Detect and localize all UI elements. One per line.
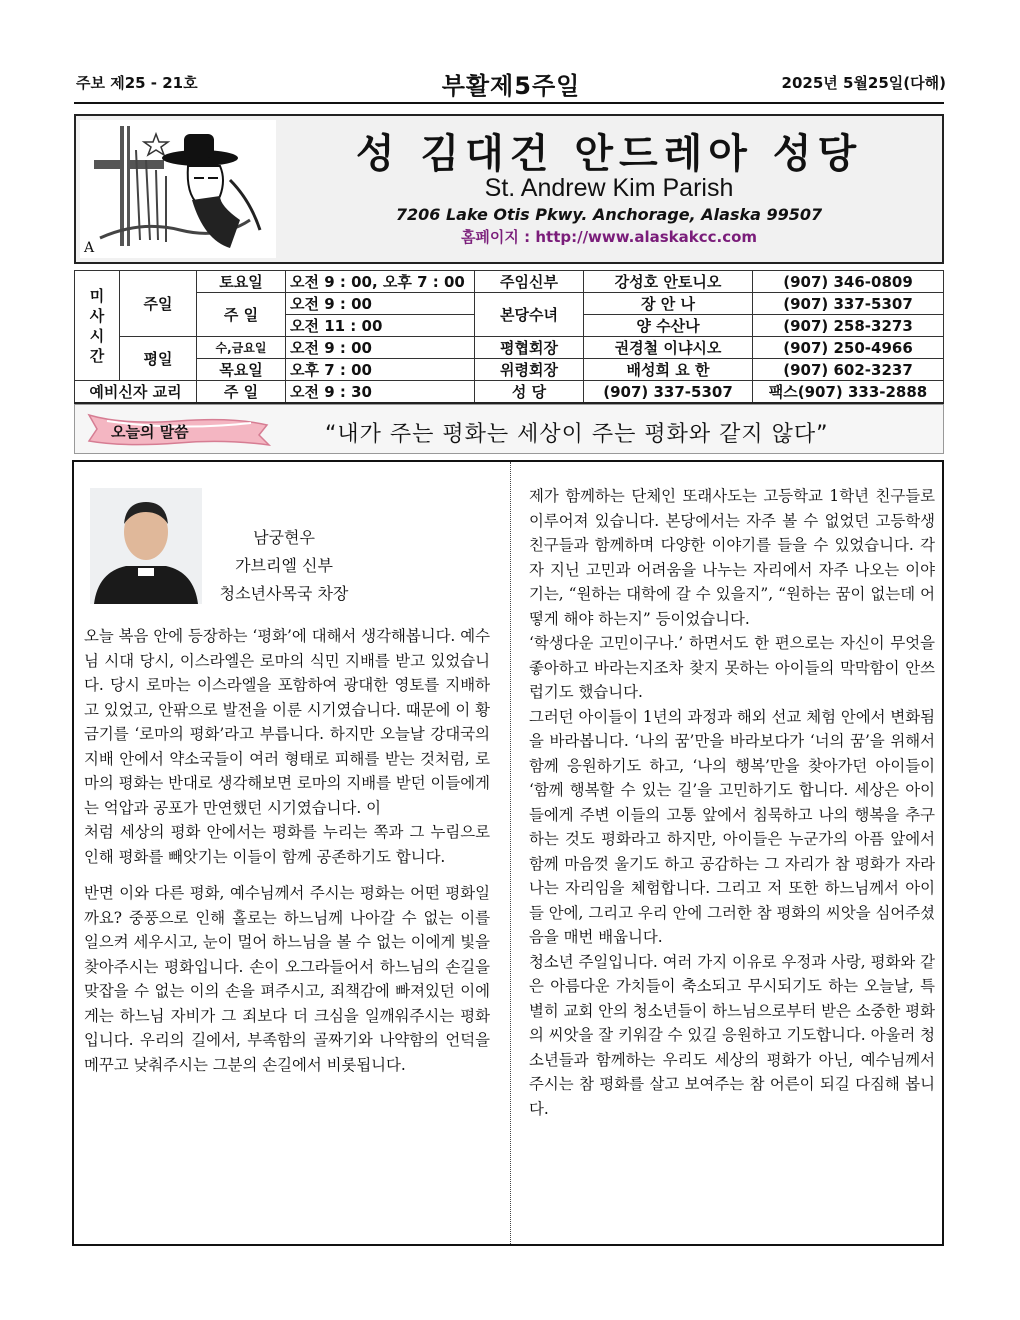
- nun-role: 본당수녀: [475, 293, 584, 337]
- parish-header: [74, 114, 944, 264]
- sunday-day: 주 일: [197, 293, 286, 337]
- sunday-time-1: 오전 9 : 00: [286, 293, 475, 315]
- sunday-label: 주일: [120, 271, 197, 337]
- author-name: 남궁현우: [253, 528, 315, 547]
- paragraph: 오늘 복음 안에 등장하는 ‘평화’에 대해서 생각해봅니다. 예수님 시대 당시, 이스라엘은 로마의 식민 지배를 받고 있었습니다. 당시 로마는 이스라엘을 포함하여 광대한 영토를 지배하고 있었고, 안팎으로 발전을 이룬 시기였습니다. 때문에 이 황금기를 ‘로마의 평화’라고 부릅니다. 하지만 오늘날 강대국의 지배 안에서 약소국들이 여러 형태로 피해를 받는 것처럼, 로마의 평화는 반대로 생각해보면 로마의 지배를 받던 이들에게는 억압과 공포가 만연했던 시기였습니다. 이: [84, 627, 490, 817]
- thursday-day: 목요일: [197, 359, 286, 381]
- fax-number: 팩스(907) 333-2888: [753, 381, 944, 404]
- nun1-phone: (907) 337-5307: [753, 293, 944, 315]
- wedfri-day: 수,금요일: [197, 337, 286, 359]
- sunday-time-2: 오전 11 : 00: [286, 315, 475, 337]
- pastor-phone: (907) 346-0809: [753, 271, 944, 293]
- catechumen-day: 주 일: [197, 381, 286, 404]
- commission-phone: (907) 602-3237: [753, 359, 944, 381]
- column-divider: [510, 462, 511, 1244]
- saturday-day: 토요일: [197, 271, 286, 293]
- author-title: 가브리엘 신부: [235, 556, 333, 575]
- council-phone: (907) 250-4966: [753, 337, 944, 359]
- commission-name: 배성희 요 한: [584, 359, 753, 381]
- logo-letter: A: [84, 240, 95, 256]
- mass-schedule-table: [74, 270, 944, 404]
- parish-logo: [80, 120, 276, 258]
- parish-name-korean: 성 김대건 안드레아 성당: [355, 131, 863, 177]
- issue-date: 2025년 5월25일(다해): [781, 74, 946, 92]
- todays-word-label: 오늘의 말씀: [111, 423, 189, 441]
- parish-website-link[interactable]: 홈페이지 : http://www.alaskakcc.com: [460, 228, 758, 246]
- nun2-name: 양 수산나: [584, 315, 753, 337]
- commission-role: 위령회장: [475, 359, 584, 381]
- pastor-name: 강성호 안토니오: [584, 271, 753, 293]
- todays-word-box: [74, 404, 944, 454]
- saturday-times: 오전 9 : 00, 오후 7 : 00: [286, 271, 475, 293]
- paragraph: 청소년 주일입니다. 여러 가지 이유로 우정과 사랑, 평화와 같은 아름다운 가치들이 축소되고 무시되기도 하는 오늘날, 특별히 교회 안의 청소년들이 하느님으로부터 받은 소중한 평화의 씨앗을 잘 키워갈 수 있길 응원하고 기도합니다. 아울러 청소년들과 함께하는 우리도 세상의 평화가 아닌, 예수님께서 주시는 참 평화를 살고 보여주는 참 어른이 되길 다짐해 봅니다.: [529, 952, 935, 1118]
- paragraph: ‘학생다운 고민이구나.’ 하면서도 한 편으로는 자신이 무엇을 좋아하고 바라는지조차 찾지 못하는 아이들의 막막함이 안쓰럽기도 했습니다.: [529, 634, 935, 701]
- paragraph: 그러던 아이들이 1년의 과정과 해외 선교 체험 안에서 변화됨을 바라봅니다. ‘나의 꿈’만을 바라보다가 ‘너의 꿈’을 위해서 함께 응원하기도 하고, ‘나의 행복’만을 찾아가던 아이들이 ‘함께 행복할 수 있는 길’을 고민하기도 합니다. 세상은 아이들에게 주변 이들의 고통 앞에서 침묵하고 나의 행복을 추구하는 것도 평화라고 하지만, 아이들은 누군가의 아픔 앞에서 함께 마음껏 울기도 하고 공감하는 그 자리가 참 평화가 자라나는 자리임을 체험합니다. 그리고 저 또한 하느님께서 아이들 안에, 그리고 우리 안에 그러한 참 평화의 씨앗을 심어주셨음을 매번 배웁니다.: [529, 707, 935, 946]
- catechumen-label: 예비신자 교리: [75, 381, 197, 404]
- paragraph: 제가 함께하는 단체인 또래사도는 고등학교 1학년 친구들로 이루어져 있습니다. 본당에서는 자주 볼 수 없었던 고등학생 친구들과 함께하며 다양한 이야기를 들을 수 있었습니다. 각자 지닌 고민과 어려움을 나누는 자리에서 자주 나오는 이야기는, “원하는 대학에 갈 수 있을지”, “원하는 꿈이 없는데 어떻게 해야 하는지” 등이었습니다.: [529, 487, 935, 628]
- masthead-bar: [76, 66, 946, 100]
- liturgical-title: 부활제5주일: [441, 72, 581, 100]
- todays-word-quote: “내가 주는 평화는 세상이 주는 평화와 같지 않다”: [325, 422, 829, 447]
- council-role: 평협회장: [475, 337, 584, 359]
- church-phone: (907) 337-5307: [584, 381, 753, 404]
- mass-times-label: 미 사 시 간: [75, 271, 120, 381]
- church-role: 성 당: [475, 381, 584, 404]
- parish-address: 7206 Lake Otis Pkwy. Anchorage, Alaska 99507: [395, 205, 823, 224]
- pastor-role: 주임신부: [475, 271, 584, 293]
- parish-name-english: St. Andrew Kim Parish: [484, 174, 734, 202]
- paragraph: 처럼 세상의 평화 안에서는 평화를 누리는 쪽과 그 누림으로 인해 평화를 빼앗기는 이들이 함께 공존하기도 합니다.: [84, 823, 490, 866]
- paragraph: 반면 이와 다른 평화, 예수님께서 주시는 평화는 어떤 평화일까요? 중풍으로 인해 홀로는 하느님께 나아갈 수 없는 이를 일으켜 세우시고, 눈이 멀어 하느님을 볼 수 없는 이에게 빛을 찾아주시는 평화입니다. 손이 오그라들어서 하느님의 손길을 맞잡을 수 없는 이의 손을 펴주시고, 죄책감에 빠져있던 이에게는 하느님 자비가 그 죄보다 더 크심을 일깨워주시는 평화입니다. 우리의 길에서, 부족함의 골짜기와 나약함의 언덕을 메꾸고 낮춰주시는 그분의 손길에서 비롯됩니다.: [84, 884, 490, 1074]
- article-right-column: [529, 484, 935, 1121]
- thursday-time: 오후 7 : 00: [286, 359, 475, 381]
- article-left-column: [84, 624, 490, 1077]
- nun1-name: 장 안 나: [584, 293, 753, 315]
- author-office: 청소년사목국 차장: [219, 584, 349, 603]
- masthead-rule: [74, 102, 944, 104]
- weekday-label: 평일: [120, 337, 197, 381]
- wedfri-time: 오전 9 : 00: [286, 337, 475, 359]
- nun2-phone: (907) 258-3273: [753, 315, 944, 337]
- author-info: [184, 524, 384, 608]
- issue-number: 주보 제25 - 21호: [76, 74, 198, 92]
- council-name: 권경철 이냐시오: [584, 337, 753, 359]
- catechumen-time: 오전 9 : 30: [286, 381, 475, 404]
- homily-article: [72, 460, 944, 1246]
- saint-cross-logo-icon: [80, 120, 276, 258]
